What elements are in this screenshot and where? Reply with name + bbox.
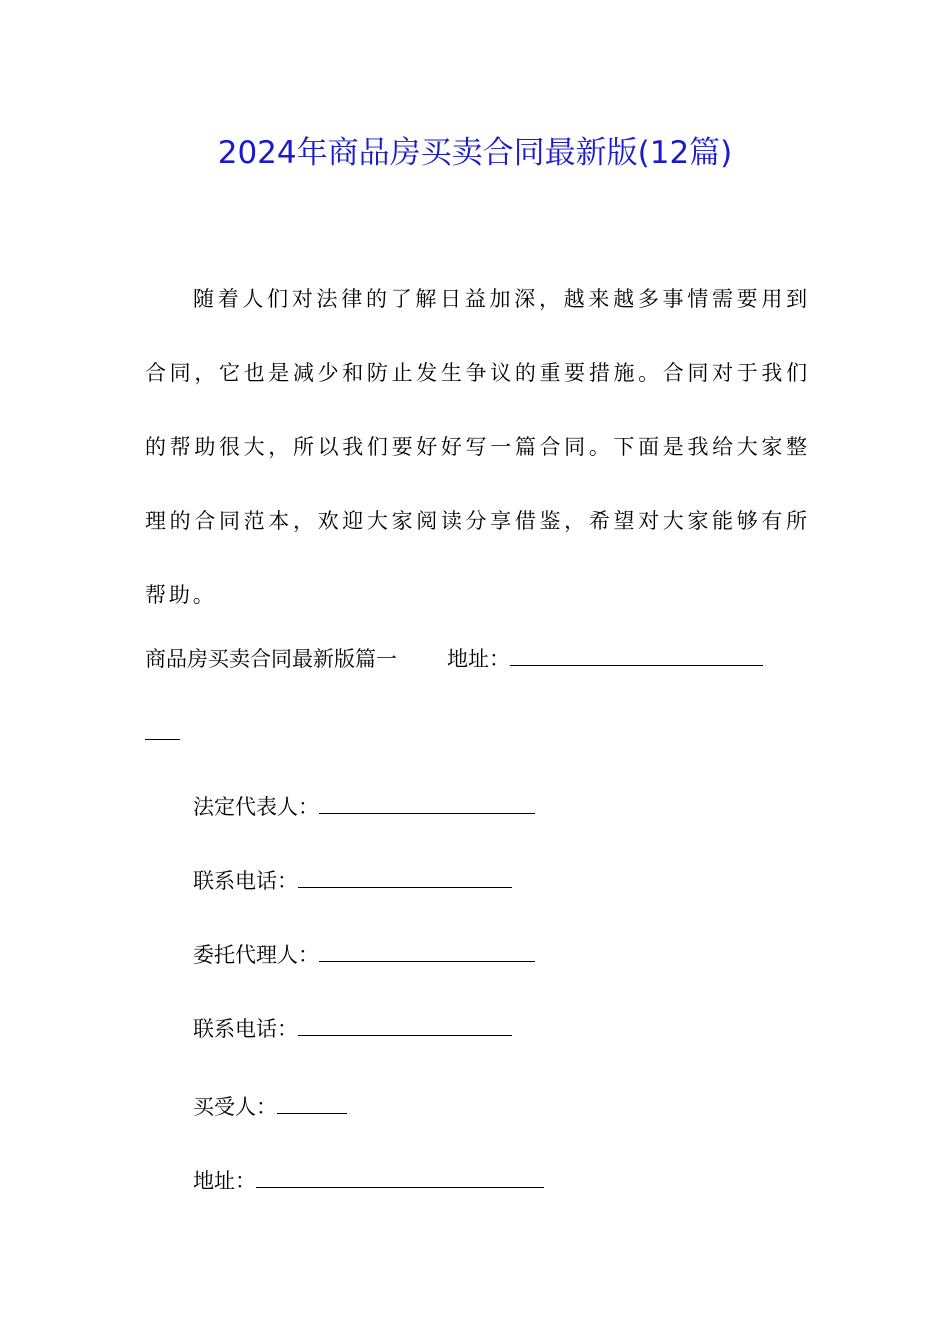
field-buyer [193,1092,347,1122]
field-phone-2 [193,1014,512,1044]
blank-continuation-line [145,718,180,748]
blank-address-seller-cont[interactable] [145,719,180,740]
field-phone-1 [193,866,512,896]
blank-address-seller[interactable] [510,645,763,666]
blank-legal-rep[interactable] [319,793,535,814]
field-label-phone-1: 联系电话： [193,869,298,893]
field-legal-rep [193,792,535,822]
field-label-phone-2: 联系电话： [193,1017,298,1041]
field-label-legal-rep: 法定代表人： [193,795,319,819]
field-label-address-seller: 地址： [447,647,510,671]
section-heading-line [145,644,763,674]
field-address-buyer [193,1166,544,1196]
blank-buyer[interactable] [277,1093,347,1114]
blank-agent[interactable] [319,941,535,962]
field-label-address-buyer: 地址： [193,1169,256,1193]
blank-phone-2[interactable] [298,1015,512,1036]
blank-address-buyer[interactable] [256,1167,544,1188]
field-label-agent: 委托代理人： [193,943,319,967]
intro-paragraph: 随着人们对法律的了解日益加深，越来越多事情需要用到合同，它也是减少和防止发生争议的重要措施。合同对于我们的帮助很大，所以我们要好好写一篇合同。下面是我给大家整理的合同范本，欢迎大家阅读分享借鉴，希望对大家能够有所帮助。 [145,287,810,607]
field-agent [193,940,535,970]
field-label-buyer: 买受人： [193,1095,277,1119]
document-title: 2024年商品房买卖合同最新版(12篇) [217,135,733,171]
blank-phone-1[interactable] [298,867,512,888]
section-heading: 商品房买卖合同最新版篇一 [145,647,397,671]
